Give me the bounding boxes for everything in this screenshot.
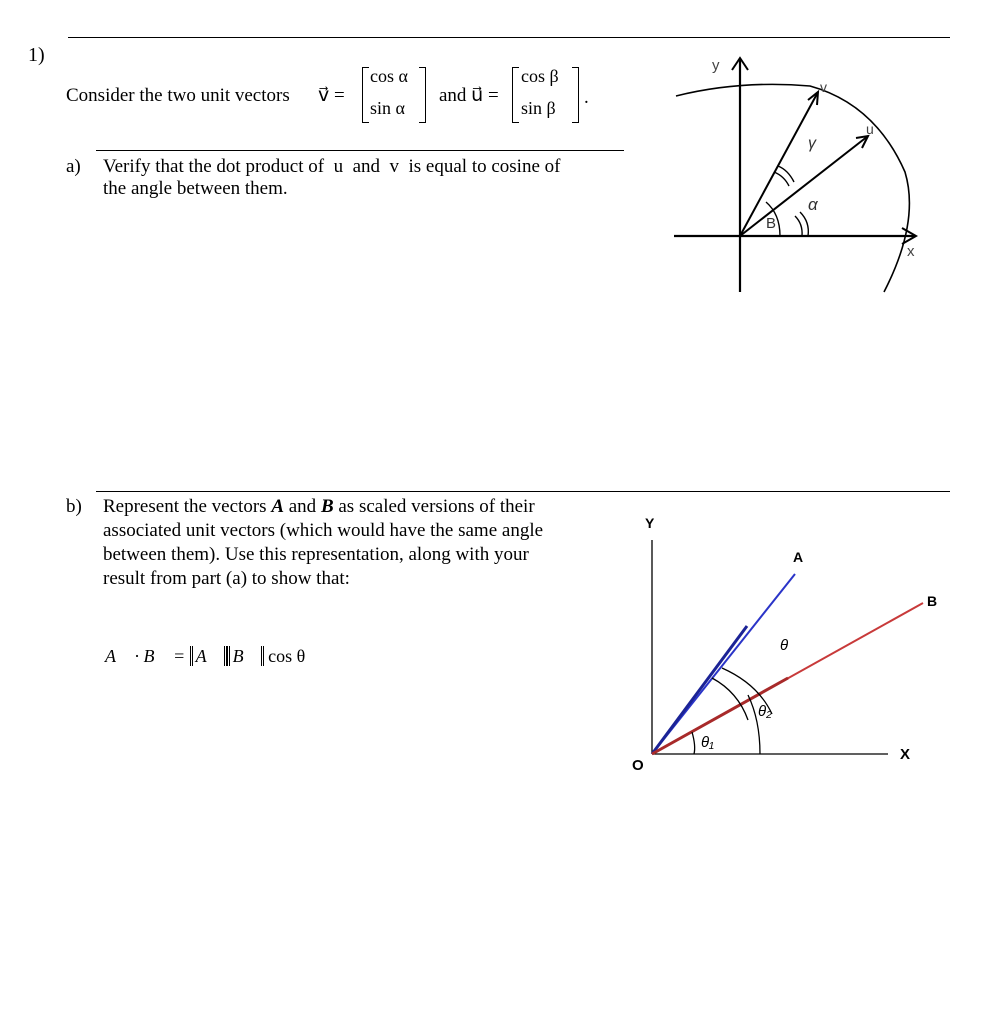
gamma-arc	[778, 166, 794, 182]
v-cos-alpha: cos α	[370, 66, 408, 86]
intro-text: Consider the two unit vectors	[66, 85, 290, 106]
part-b-line1-post: as scaled versions of their	[333, 496, 535, 517]
vector-v	[740, 92, 818, 236]
u-bracket-left	[512, 67, 519, 123]
part-b-A: A	[271, 496, 284, 517]
vector-angle-figure	[612, 508, 952, 770]
theta-arc	[712, 678, 748, 720]
v-bracket-left	[362, 67, 369, 123]
vector-u	[740, 136, 868, 236]
v-sin-alpha: sin α	[370, 98, 405, 118]
part-b-label: b)	[66, 496, 82, 517]
fig1-gamma-label: γ	[808, 135, 816, 152]
part-b-rule	[96, 491, 950, 492]
top-rule	[68, 37, 950, 38]
fig1-x-label: x	[907, 243, 915, 260]
part-a-rule	[96, 150, 624, 151]
fig2-a-label: A	[793, 549, 804, 565]
v-bracket-right	[419, 67, 426, 123]
formula-norm-B: B⃗	[227, 646, 264, 666]
fig1-y-label: y	[712, 57, 720, 74]
formula	[105, 645, 305, 668]
theta1-arc	[692, 732, 695, 754]
v-vector-label: v⃗ =	[318, 85, 345, 106]
fig2-b-label: B	[927, 593, 938, 609]
fig1-v-label: v	[820, 79, 827, 95]
u-cos-beta: cos β	[521, 66, 559, 86]
part-a-line1: Verify that the dot product of u and v is equal to cosine of	[103, 156, 561, 177]
part-b-B: B	[320, 496, 334, 517]
fig2-y-label: Y	[645, 515, 655, 531]
fig1-u-label: u	[866, 121, 874, 137]
formula-cos: cos θ	[268, 646, 306, 666]
part-a-line2: the angle between them.	[103, 178, 288, 199]
part-b-line1	[103, 495, 535, 518]
u-bracket-right	[572, 67, 579, 123]
fig2-theta2-label: θ₂	[758, 703, 772, 720]
part-b-line3: between them). Use this representation, along with your	[103, 544, 529, 565]
formula-lhs: A⃗ · B⃗ =	[105, 646, 186, 666]
problem-number: 1)	[28, 44, 45, 66]
part-b-line4: result from part (a) to show that:	[103, 568, 350, 589]
part-b-line1-pre: Represent the vectors	[103, 496, 272, 517]
fig2-theta1-label: θ₁	[701, 734, 714, 751]
u-sin-beta: sin β	[521, 98, 556, 118]
part-b-and: and	[284, 496, 321, 517]
alpha-arc-inner	[795, 216, 802, 236]
part-a-label: a)	[66, 156, 81, 177]
formula-norm-A: A⃗	[190, 646, 227, 666]
fig2-x-label: X	[900, 746, 911, 763]
fig1-beta-label: B	[766, 215, 777, 232]
unit-circle-arc	[676, 84, 909, 292]
gamma-arc-inner	[774, 172, 789, 186]
part-b-line2: associated unit vectors (which would have the same angle	[103, 520, 544, 541]
period: .	[584, 87, 589, 108]
alpha-arc	[800, 212, 808, 236]
vector-a-unit	[652, 626, 747, 754]
fig2-theta-label: θ	[780, 637, 789, 654]
vector-u-arrowhead	[856, 136, 868, 148]
u-vector-label: and u⃗ =	[439, 85, 499, 106]
fig1-alpha-label: α	[808, 195, 818, 214]
unit-circle-figure	[670, 52, 940, 298]
fig2-o-label: O	[632, 757, 644, 770]
